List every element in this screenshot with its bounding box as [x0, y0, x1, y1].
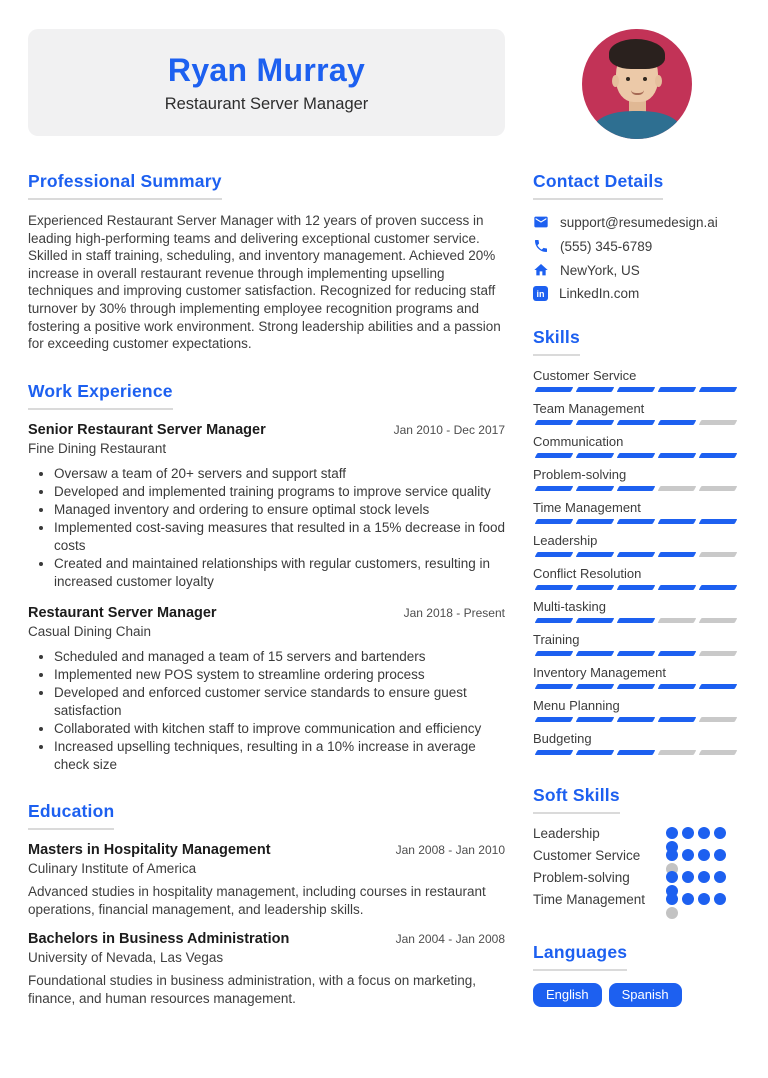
soft-skill-dot-filled — [698, 871, 710, 883]
header-area — [0, 29, 768, 139]
education-list — [28, 842, 505, 1008]
profile-photo — [582, 29, 692, 139]
skill-label: Menu Planning — [533, 698, 620, 713]
skill-label: Training — [533, 632, 580, 647]
contact-item[interactable] — [533, 286, 740, 301]
education-description: Foundational studies in business administration, with a focus on marketing, finance, and human resources management. — [28, 972, 476, 1006]
degree-title: Bachelors in Business Administration — [28, 930, 290, 947]
soft-skill-dot-filled — [714, 893, 726, 905]
skill-bar-segment-filled — [576, 651, 615, 656]
skill-bar-segment-filled — [535, 519, 574, 524]
job-header — [28, 422, 505, 438]
photo-ear — [612, 75, 619, 87]
skill-bar-segment-filled — [658, 552, 697, 557]
soft-skill-row — [533, 892, 740, 908]
photo-area — [533, 29, 740, 139]
job-company: Fine Dining Restaurant — [28, 440, 167, 456]
soft-skill-label: Time Management — [533, 892, 646, 907]
soft-skill-dot-filled — [698, 893, 710, 905]
skill-row — [533, 401, 740, 425]
skill-bar-segment-filled — [658, 453, 697, 458]
soft-skills-heading: Soft Skills — [533, 785, 620, 814]
photo-hair — [609, 39, 665, 69]
skill-bar-segment-empty — [658, 618, 697, 623]
contact-text: support@resumedesign.ai — [560, 214, 718, 230]
skill-bar — [533, 552, 740, 557]
skill-bar-segment-filled — [576, 420, 615, 425]
skill-bar-segment-filled — [576, 453, 615, 458]
skill-bar-segment-filled — [658, 420, 697, 425]
person-name: Ryan Murray — [167, 51, 366, 88]
contact-text: LinkedIn.com — [559, 286, 640, 301]
soft-skill-dot-empty — [666, 907, 678, 919]
skill-bar-segment-filled — [617, 618, 656, 623]
skill-bar-segment-filled — [699, 453, 738, 458]
linkedin-icon — [533, 286, 548, 301]
skill-bar-segment-filled — [617, 486, 656, 491]
contact-text: (555) 345-6789 — [560, 238, 653, 254]
skill-bar-segment-filled — [576, 486, 615, 491]
skill-bar-segment-filled — [535, 717, 574, 722]
soft-skill-dot-filled — [714, 827, 726, 839]
job-bullet: • Developed and enforced customer service standards to ensure guest satisfaction — [54, 684, 505, 720]
job-bullet: • Oversaw a team of 20+ servers and support staff — [54, 465, 505, 483]
home-icon — [533, 262, 549, 278]
soft-skill-label: Customer Service — [533, 848, 641, 863]
photo-eye — [626, 77, 630, 81]
job-title: Senior Restaurant Server Manager — [28, 421, 266, 438]
soft-skills-list — [533, 826, 740, 908]
job-entry — [28, 605, 505, 774]
skill-bar-segment-empty — [699, 618, 738, 623]
skill-bar-segment-filled — [576, 552, 615, 557]
contact-section — [533, 171, 740, 301]
skill-bar-segment-filled — [535, 585, 574, 590]
person-title: Restaurant Server Manager — [164, 94, 369, 113]
job-bullet: • Managed inventory and ordering to ensure optimal stock levels — [54, 501, 505, 519]
skill-bar-segment-empty — [699, 651, 738, 656]
skill-label: Budgeting — [533, 731, 592, 746]
photo-shirt — [594, 111, 680, 139]
soft-skill-dot-filled — [666, 871, 678, 883]
languages-list — [533, 983, 740, 1007]
soft-skill-dot-filled — [666, 849, 678, 861]
job-header — [28, 605, 505, 621]
language-badge-spanish[interactable]: Spanish — [609, 983, 682, 1007]
photo-mouth — [631, 90, 644, 95]
skill-label: Customer Service — [533, 368, 637, 383]
skill-bar — [533, 486, 740, 491]
skill-bar-segment-filled — [576, 519, 615, 524]
job-bullet: • Scheduled and managed a team of 15 servers and bartenders — [54, 648, 505, 666]
skill-bar-segment-empty — [699, 486, 738, 491]
skill-bar-segment-filled — [617, 684, 656, 689]
skill-bar-segment-filled — [617, 585, 656, 590]
skill-label: Team Management — [533, 401, 645, 416]
soft-skill-row — [533, 870, 740, 886]
skill-bar-segment-filled — [535, 486, 574, 491]
skill-bar-segment-filled — [535, 552, 574, 557]
skill-bar-segment-filled — [535, 750, 574, 755]
skills-list — [533, 368, 740, 755]
skill-bar-segment-filled — [658, 387, 697, 392]
degree-title: Masters in Hospitality Management — [28, 841, 271, 858]
job-bullet: • Implemented cost-saving measures that resulted in a 15% decrease in food costs — [54, 519, 505, 555]
soft-skill-dot-filled — [682, 893, 694, 905]
skill-row — [533, 698, 740, 722]
skill-row — [533, 731, 740, 755]
skill-bar-segment-empty — [699, 717, 738, 722]
experience-section — [28, 381, 505, 774]
contact-item[interactable] — [533, 214, 740, 230]
skill-label: Inventory Management — [533, 665, 666, 680]
skill-bar-segment-empty — [658, 486, 697, 491]
job-entry — [28, 422, 505, 591]
skill-label: Problem-solving — [533, 467, 627, 482]
skill-bar-segment-filled — [658, 585, 697, 590]
job-bullet: • Developed and implemented training programs to improve service quality — [54, 483, 505, 501]
skill-bar — [533, 387, 740, 392]
skill-bar-segment-filled — [699, 387, 738, 392]
skill-row — [533, 533, 740, 557]
soft-skill-dot-filled — [682, 827, 694, 839]
header-name-box — [28, 29, 505, 136]
skill-bar-segment-filled — [658, 651, 697, 656]
skill-bar-segment-filled — [617, 717, 656, 722]
skills-heading: Skills — [533, 327, 580, 356]
soft-skill-dot-filled — [682, 871, 694, 883]
photo-eye — [643, 77, 647, 81]
job-dates: Jan 2018 - Present — [403, 605, 505, 620]
skill-row — [533, 632, 740, 656]
skill-bar-segment-empty — [699, 750, 738, 755]
job-list — [28, 422, 505, 774]
experience-heading: Work Experience — [28, 381, 173, 410]
skill-bar-segment-filled — [535, 453, 574, 458]
soft-skill-dot-filled — [682, 849, 694, 861]
soft-skill-label: Problem-solving — [533, 870, 630, 885]
soft-skill-row — [533, 848, 740, 864]
job-company: Casual Dining Chain — [28, 623, 152, 639]
soft-skill-dot-filled — [666, 827, 678, 839]
skill-bar — [533, 420, 740, 425]
education-dates: Jan 2008 - Jan 2010 — [395, 842, 505, 857]
skill-bar — [533, 585, 740, 590]
job-bullet: • Created and maintained relationships with regular customers, resulting in increased customer loyalty — [54, 555, 505, 591]
skill-bar-segment-filled — [617, 750, 656, 755]
education-description: Advanced studies in hospitality management, including courses in restaurant operations, financial management, and leadership skills. — [28, 883, 486, 917]
school-name: University of Nevada, Las Vegas — [28, 949, 224, 965]
skill-bar — [533, 684, 740, 689]
skill-bar-segment-filled — [535, 618, 574, 623]
soft-skill-dot-filled — [714, 871, 726, 883]
job-dates: Jan 2010 - Dec 2017 — [393, 422, 505, 437]
skill-bar-segment-filled — [535, 420, 574, 425]
soft-skill-dot-filled — [698, 849, 710, 861]
skill-label: Communication — [533, 434, 624, 449]
school-name: Culinary Institute of America — [28, 860, 197, 876]
skill-bar-segment-filled — [576, 750, 615, 755]
skill-bar-segment-filled — [617, 552, 656, 557]
skill-bar-segment-empty — [658, 750, 697, 755]
skill-bar-segment-filled — [699, 585, 738, 590]
skill-row — [533, 434, 740, 458]
skill-label: Leadership — [533, 533, 598, 548]
education-heading: Education — [28, 801, 114, 830]
skill-label: Time Management — [533, 500, 641, 515]
job-bullets — [28, 465, 505, 591]
skill-bar-segment-empty — [699, 420, 738, 425]
skill-bar-segment-filled — [576, 387, 615, 392]
skill-bar-segment-filled — [535, 387, 574, 392]
education-dates: Jan 2004 - Jan 2008 — [395, 931, 505, 946]
education-entry — [28, 842, 505, 919]
skill-bar-segment-empty — [699, 552, 738, 557]
skill-label: Multi-tasking — [533, 599, 606, 614]
skill-bar — [533, 651, 740, 656]
linkedin-icon: in — [533, 286, 548, 301]
contact-item[interactable] — [533, 262, 740, 278]
skill-bar — [533, 519, 740, 524]
soft-skills-section — [533, 785, 740, 908]
languages-heading: Languages — [533, 942, 627, 971]
soft-skill-label: Leadership — [533, 826, 600, 841]
soft-skill-dot-filled — [698, 827, 710, 839]
language-badge-english[interactable]: English — [533, 983, 602, 1007]
job-bullet: • Collaborated with kitchen staff to improve communication and efficiency — [54, 720, 505, 738]
job-bullet: • Implemented new POS system to streamline ordering process — [54, 666, 505, 684]
skill-bar-segment-filled — [617, 387, 656, 392]
soft-skill-dot-filled — [714, 849, 726, 861]
skill-bar-segment-filled — [658, 717, 697, 722]
education-header — [28, 931, 505, 947]
contact-heading: Contact Details — [533, 171, 663, 200]
skill-bar-segment-filled — [535, 684, 574, 689]
skill-row — [533, 566, 740, 590]
skill-row — [533, 368, 740, 392]
content-columns — [0, 171, 768, 1020]
skill-bar — [533, 750, 740, 755]
soft-skill-dots — [666, 892, 728, 919]
education-section — [28, 801, 505, 1008]
skill-bar — [533, 717, 740, 722]
skill-bar — [533, 618, 740, 623]
skill-row — [533, 500, 740, 524]
skill-bar-segment-filled — [617, 420, 656, 425]
skill-bar-segment-filled — [699, 519, 738, 524]
contact-item[interactable] — [533, 238, 740, 254]
skill-row — [533, 665, 740, 689]
phone-icon — [533, 238, 549, 254]
skills-section — [533, 327, 740, 755]
summary-heading: Professional Summary — [28, 171, 222, 200]
soft-skill-dot-filled — [666, 893, 678, 905]
skill-bar-segment-filled — [576, 618, 615, 623]
skill-bar-segment-filled — [617, 453, 656, 458]
skill-bar-segment-filled — [617, 519, 656, 524]
skill-row — [533, 467, 740, 491]
skill-bar-segment-filled — [658, 519, 697, 524]
skill-bar-segment-filled — [576, 585, 615, 590]
contact-list — [533, 214, 740, 301]
summary-text: Experienced Restaurant Server Manager with 12 years of proven success in leading high-performing teams and delivering exceptional customer service. Skilled in staff training, scheduling, and inventory management. Achieved 20% increase in overall restaurant revenue through implementing upselling techniques and improving customer satisfaction. Recognized for reducing staff turnover by 30% through implementing employee recognition programs and fostering a positive work environment. Strong leadership abilities and a passion for exceeding customer expectations. — [28, 213, 501, 352]
skill-bar-segment-filled — [576, 717, 615, 722]
soft-skill-row — [533, 826, 740, 842]
skill-bar — [533, 453, 740, 458]
skill-row — [533, 599, 740, 623]
main-column — [28, 171, 505, 1020]
summary-section — [28, 171, 505, 353]
skill-bar-segment-filled — [576, 684, 615, 689]
sidebar-column — [533, 171, 740, 1020]
skill-bar-segment-filled — [535, 651, 574, 656]
education-header — [28, 842, 505, 858]
skill-bar-segment-filled — [658, 684, 697, 689]
job-bullet: • Increased upselling techniques, resulting in a 10% increase in average check size — [54, 738, 505, 774]
languages-section — [533, 942, 740, 1007]
skill-bar-segment-filled — [617, 651, 656, 656]
skill-bar-segment-filled — [699, 684, 738, 689]
education-entry — [28, 931, 505, 1008]
photo-ear — [655, 75, 662, 87]
email-icon — [533, 214, 549, 230]
job-bullets — [28, 648, 505, 774]
skill-label: Conflict Resolution — [533, 566, 642, 581]
contact-text: NewYork, US — [560, 262, 640, 278]
job-title: Restaurant Server Manager — [28, 604, 217, 621]
